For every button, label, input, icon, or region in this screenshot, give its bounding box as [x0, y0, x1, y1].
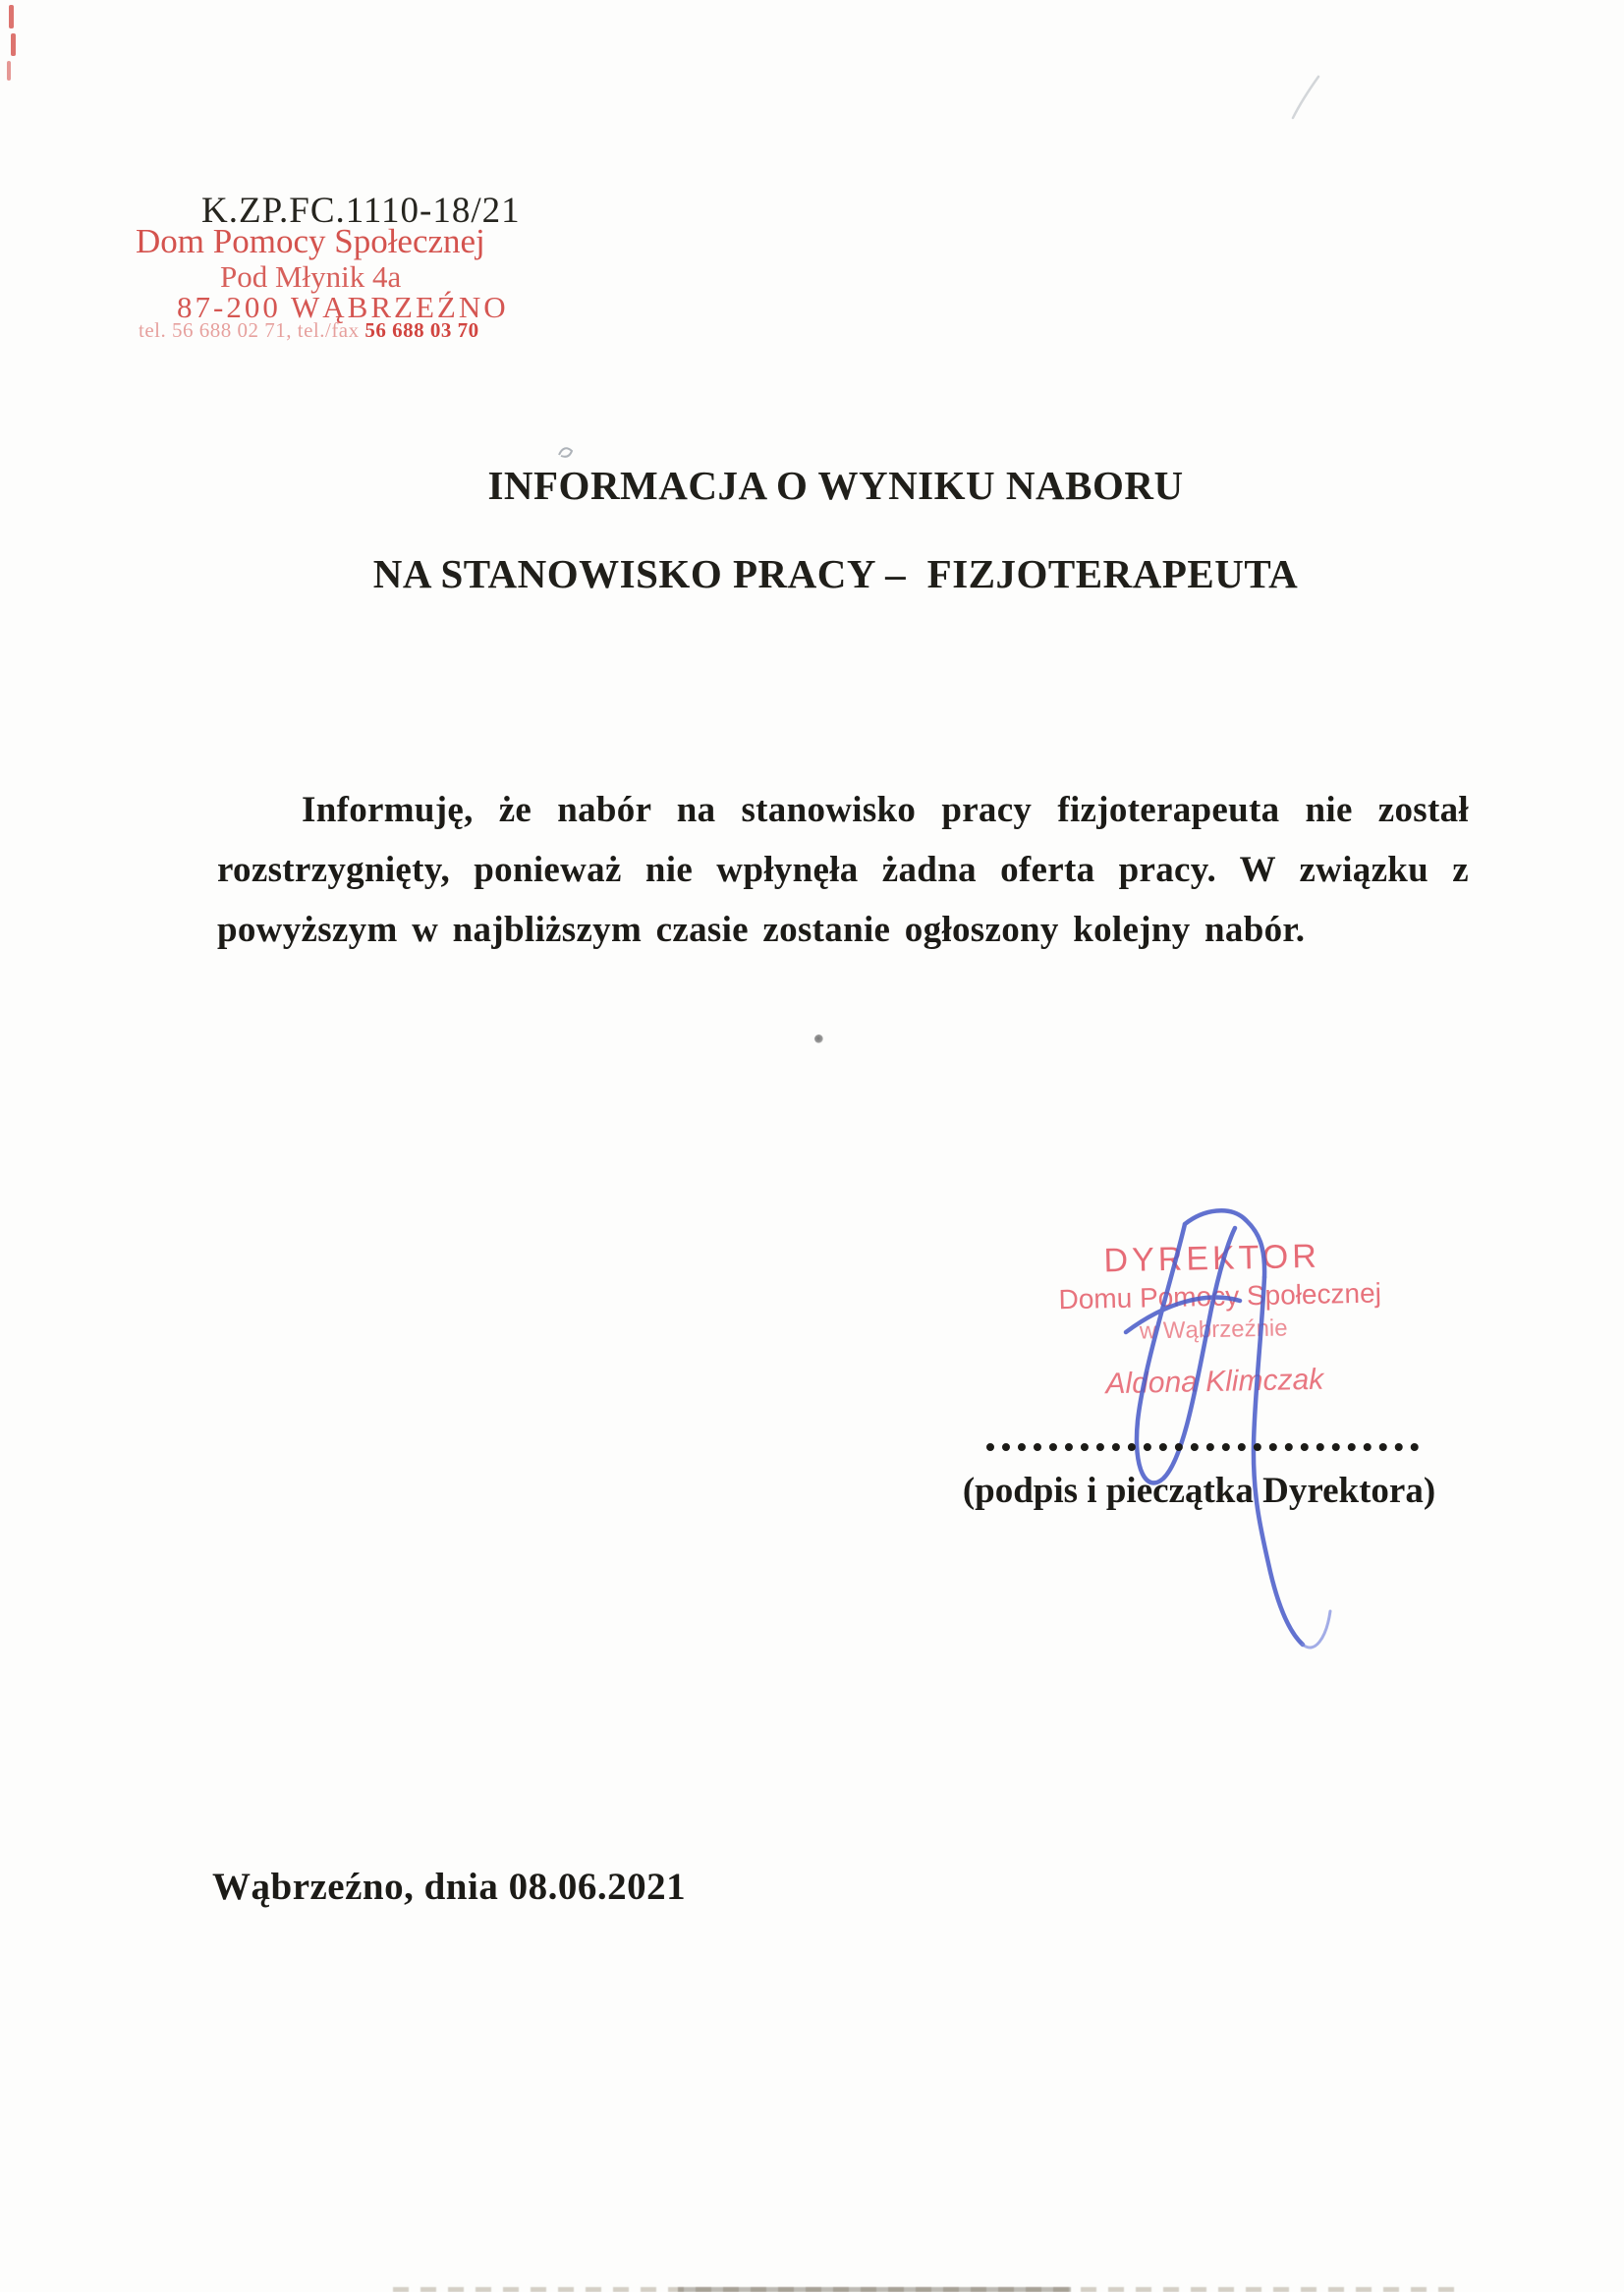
director-stamp	[1057, 1237, 1382, 1403]
scan-artifact-dash	[7, 61, 11, 81]
footer-date: Wąbrzeźno, dnia 08.06.2021	[212, 1866, 687, 1908]
signature-dotted-line	[986, 1429, 1419, 1451]
institution-stamp-phone-strong: 56 688 03 70	[364, 318, 479, 342]
signature-caption: (podpis i pieczątka Dyrektora)	[962, 1471, 1436, 1511]
institution-stamp-street: Pod Młynik 4a	[220, 259, 402, 294]
director-stamp-city: w Wąbrzeźnie	[1139, 1314, 1288, 1345]
scan-artifact-bottom-edge-dark	[678, 2287, 1071, 2292]
director-stamp-name: Aldona Klimczak	[1105, 1363, 1324, 1401]
scan-artifact-dash	[9, 5, 14, 28]
institution-stamp-phone-faded: tel. 56 688 02 71, tel./fax	[139, 318, 365, 342]
scan-artifact-dash	[11, 33, 16, 56]
director-stamp-institution: Domu Pomocy Społecznej	[1058, 1277, 1382, 1315]
document-title-line1: INFORMACJA O WYNIKU NABORU	[487, 463, 1184, 508]
director-stamp-title: DYREKTOR	[1103, 1237, 1321, 1280]
document-title-line2: NA STANOWISKO PRACY – FIZJOTERAPEUTA	[372, 551, 1299, 596]
reference-number: K.ZP.FC.1110-18/21	[201, 191, 521, 231]
institution-stamp-phone	[139, 318, 479, 343]
institution-stamp-city: 87-200 WĄBRZEŹNO	[177, 290, 509, 324]
body-paragraph: Informuję, że nabór na stanowisko pracy fizjoterapeuta nie został rozstrzygnięty, ponieważ nie wpłynęła żadna oferta pracy. W związku z powyższym w najbliższym czasie zostanie ogłoszony kolejny nabór.	[217, 790, 1469, 950]
scan-artifact-speck	[814, 1034, 823, 1043]
institution-stamp-name: Dom Pomocy Społecznej	[136, 222, 485, 260]
